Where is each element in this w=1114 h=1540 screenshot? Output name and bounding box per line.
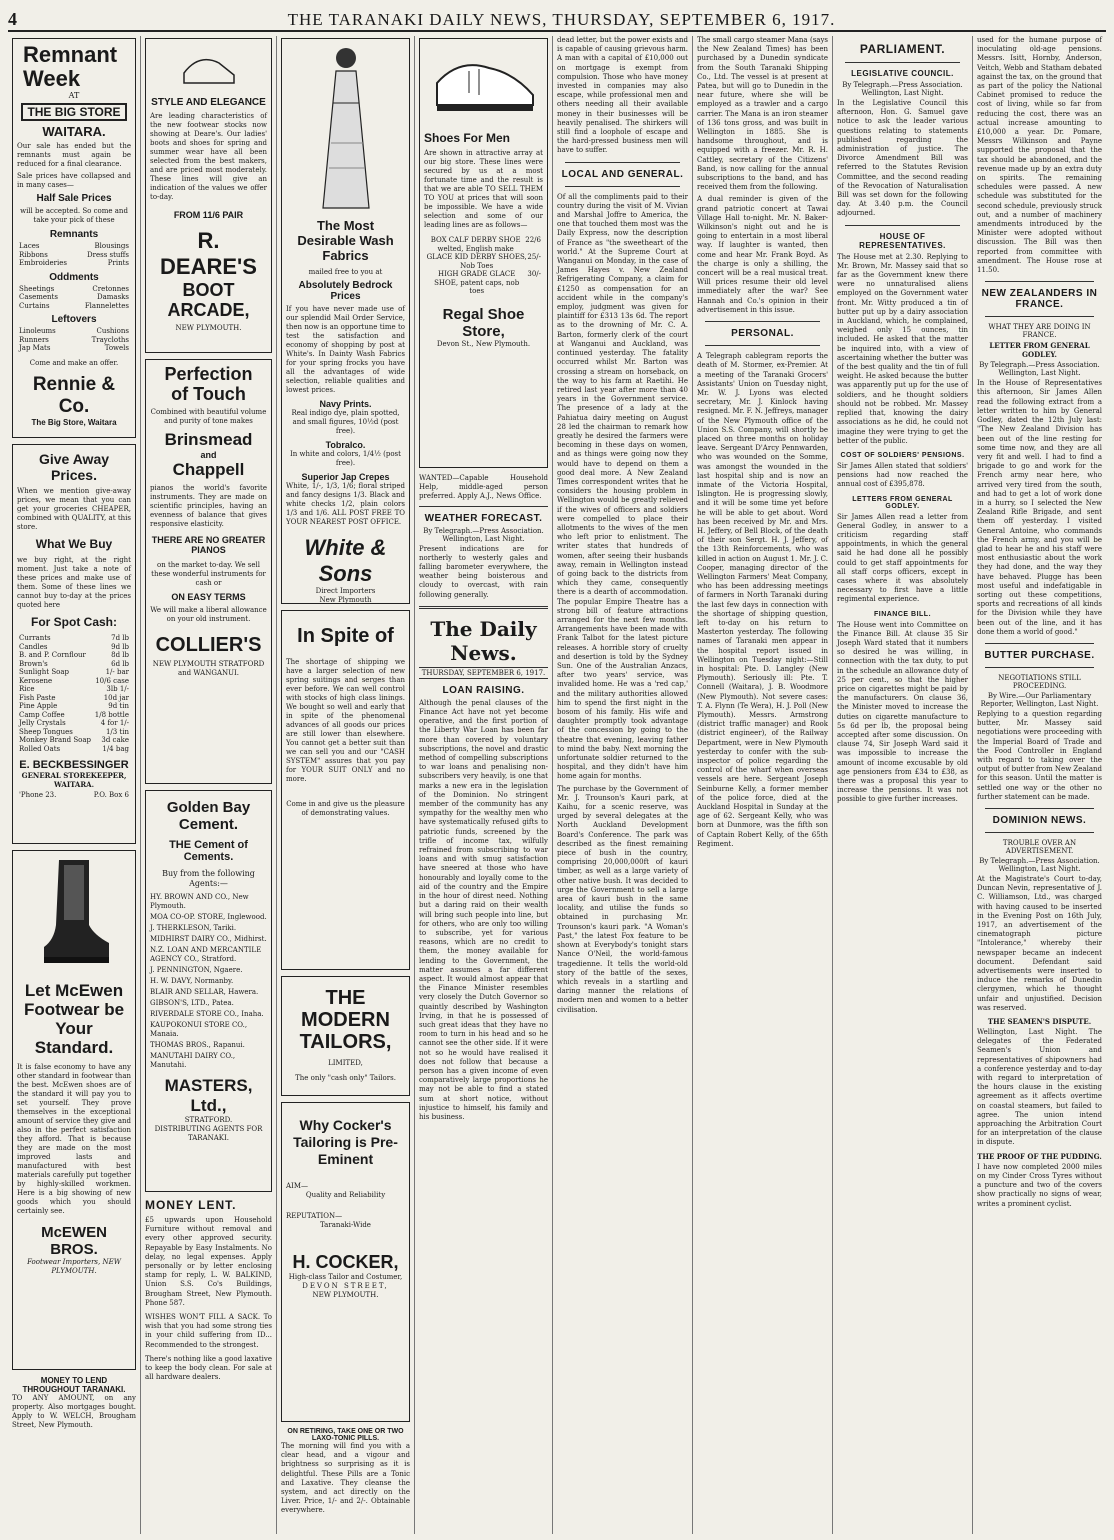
column-7 [833, 36, 973, 1534]
oddment-item-name: Casements [19, 293, 58, 301]
price-item [17, 719, 131, 728]
brinsmead-sub: Combined with beautiful volume and purity of tone makes [150, 408, 267, 425]
price-item-value: 9d lb [111, 642, 129, 651]
aim-label: AIM— [286, 1182, 308, 1190]
giveaway-intro: When we mention give-away prices, we mean that you can get your groceries CHEAPER, combined with QUALITY, at this store. [17, 487, 131, 531]
price-item-value: 7d lb [111, 634, 129, 642]
remnant-item-name: Laces [19, 242, 40, 250]
price-item [17, 694, 131, 703]
agent-item: THOMAS BROS., Rapanui. [150, 1041, 245, 1049]
column-8 [973, 36, 1106, 1534]
mens-shoe-illustration-icon [429, 43, 539, 123]
cocker-tailoring-ad [281, 1102, 410, 1422]
masters-place: STRATFORD. [184, 1116, 233, 1124]
mailed-free: mailed free to you at [308, 268, 383, 276]
mcewen-footwear-ad [12, 850, 136, 1370]
po-box: P.O. Box 6 [93, 791, 129, 799]
weather-byline: By Telegraph.—Press Association. Wellington, Last Night. [423, 526, 544, 543]
jap-crepes-heading: Superior Jap Crepes [301, 472, 390, 482]
pudding-text: I have now completed 2000 miles on my Cinder Cross Tyres without a puncture and two of the covers show practically no signs of wear, writes a prominent cyclist. [977, 1162, 1102, 1208]
butter-sub: NEGOTIATIONS STILL PROCEEDING. [998, 673, 1081, 690]
remnants-heading: Remnants [49, 229, 99, 240]
oddment-item [17, 285, 131, 294]
come-offer-text: Come and make an offer. [29, 358, 119, 367]
column-2 [141, 36, 277, 1534]
price-item [17, 745, 131, 754]
finance-continued: used for the humane purpose of inoculating old-age pensions. Messrs. Isitt, Hornby, Anderson, Veitch, Webb and Statham debated against the tax, on the ground that as part of the policy the National Cabinet promised to reduce the cost of living, while so far from reducing the cost, there was an actual increase amounting to £10,000 a year. Dr. Pomare, Messrs Wilkinson and Payne supported the proposal that the tax should be abandoned, and the revenue made up by an extra duty on spirits. The remaining schedules were passed. A new schedule was substituted for the second schedule, previously struck out, and a number of machinery amendments introduced by the Minister were adopted without discussion. The Bill was then reported from committee with amendment. The House rose at 11.50. [977, 36, 1102, 275]
aim-text: Quality and Reliability [305, 1191, 386, 1199]
leftover-item-name: Jap Mats [19, 344, 51, 352]
council-text: In the Legislative Council this afternoon, Hon. G. Samuel gave notice to ask the leader various questions relating to statements published regarding the administration of justice. The Divorce Amendment Bill was referred to the Statutes Revision Committee, and the second reading of the Revocation of Naturalisation Bill was set down for the following day. At 3.40 p.m. the Council adjourned. [837, 99, 968, 218]
mcewen-sub: Footwear Importers, NEW PLYMOUTH. [27, 1258, 121, 1275]
beckbessinger-place: WAITARA. [53, 780, 95, 789]
remnant-intro: Our sale has ended but the remnants must again be reduced for a final clearance. [17, 142, 131, 168]
boot-illustration-icon [34, 855, 114, 975]
agent-item: MOA CO-OP. STORE, Inglewood. [150, 913, 267, 921]
cocker-place: NEW PLYMOUTH. [312, 1291, 379, 1299]
white-sons-place: New Plymouth [319, 596, 372, 604]
shoe-item-name: GLACE KID DERBY SHOES, Nob Toes [426, 253, 527, 270]
oddment-item-name: Curtains [19, 301, 50, 310]
house-heading: HOUSE OF REPRESENTATIVES. [859, 231, 946, 250]
shoes-text: Are shown in attractive array at our big store. These lines were secured by us at a most fortunate time and the result is that we are able TO SELL THEM TO YOU at prices that will soon be impossible. We have a wide selection and some of our leading lines are as follows— [424, 149, 543, 229]
and-label: and [200, 450, 217, 460]
wash-fabrics-heading: The Most Desirable Wash Fabrics [297, 218, 394, 263]
remnant-item-value: Dress stuffs [87, 250, 129, 259]
leftover-item [17, 327, 131, 336]
cocker-firm: H. COCKER, [292, 1252, 399, 1272]
modern-tailors-ad [281, 976, 410, 1096]
column-5 [553, 36, 693, 1534]
trouble-text: At the Magistrate's Court to-day, Duncan Nevin, representative of J. C. Williamson, Ltd., was charged with having caused to be inserted in the Evening Post on 16th July, 1917, an advertisement of the cinematograph picture "Intolerance," whereby their newspaper became an indecent document. Defendant said advertisements were inserted to induce the remarks of Dunedin clergymen, which he thought unfair and unjustified. Decision was reserved. [977, 875, 1102, 1012]
parliament-heading: PARLIAMENT. [859, 42, 946, 56]
no-greater-pianos: THERE ARE NO GREATER PIANOS [151, 535, 266, 555]
price-item [17, 651, 131, 660]
rennie-sub: The Big Store, Waitara [31, 417, 117, 427]
price-item-value: 3lb 1/- [106, 685, 129, 693]
remnant-item-name: Ribbons [19, 250, 48, 259]
price-item-name: Currants [19, 634, 51, 642]
deare-arcade: BOOT ARCADE, [167, 280, 250, 320]
butter-heading: BUTTER PURCHASE. [984, 649, 1095, 661]
tobralco-heading: Tobralco. [325, 440, 366, 450]
deare-place: NEW PLYMOUTH. [175, 324, 242, 332]
price-item-name: Brown's [19, 659, 48, 668]
agent-item: KAUPOKONUI STORE CO., Manaia. [150, 1021, 248, 1038]
style-elegance-heading: STYLE AND ELEGANCE [151, 97, 266, 108]
market-text: on the market to-day. We sell these wonderful instruments for cash or [151, 561, 266, 587]
masters-role: DISTRIBUTING AGENTS FOR TARANAKI. [154, 1125, 263, 1142]
column-3 [277, 36, 415, 1534]
oddment-item-value: Flannelettes [84, 301, 129, 310]
pudding-heading: THE PROOF OF THE PUDDING. [977, 1151, 1102, 1161]
spot-cash-heading: For Spot Cash: [31, 615, 117, 629]
deare-from-price: FROM 11/6 PAIR [173, 210, 244, 220]
chappell-name: Chappell [172, 460, 245, 479]
remnant-item-value: Blousings [94, 242, 129, 250]
local-general-text: Of all the compliments paid to their country during the visit of M. Vivian and Marshal Joffre to America, the one that touched them most was the Daily Express, now the description of France as "the sweetheart of the world." At the Supreme Court at Wanganui on Monday, in the case of James Hayes v. New Zealand Refrigerating Company, a claim for £1250 as compensation for an accident while in the company's employ, judgment was given for plaintiff for £313 13s 6d. The report as to the drowning of Mr. C. A. Barton, formerly clerk of the court at Wanganui and Auckland, was continued yesterday. The fatality occurred whilst Mr. Barton was crossing a stream on horseback, on the way to his farm at Raetihi. He retired last year after more than 40 years in the Government service. The presence of a lady at the Pahiatua dairy meeting on August 28 led the chairman to remark how greatly he desired the farmers were becoming in these days on women, and as things were going now they would have to depend on them a good deal more. A New Zealand Times correspondent writes that he considers the housing problem in Wellington would be greatly relieved if the wives of officers and soldiers were compelled to place their allotments to the wives of the men who left prior to enlistment. The writer states that hundreds of women, after seeing their husbands away, remain in Wellington instead of going back to the districts from which they came, consequently there is a dearth of accommodation. The popular Empire Theatre has a strong bill of feature attractions arranged for the next few months. Arrangements have been made with Frank Talbot for the latest picture releases. A horrible story of cruelty and desertion is told by the Sydney Sun. One of the Australian Anzacs, after two years' service, was invalided home. He was a 'red cap,' and the military authorities allowed him to spend the first night in the bosom of his family. His wife and daughter promptly took advantage of the concession by going to the theatre that evening, leaving father to mind the baby. Next morning the unfortunate soldier returned to the hospital, and they didn't have him home again for months. [557, 192, 688, 781]
shoe-sketch-icon [179, 43, 239, 93]
bedrock-prices: Absolutely Bedrock Prices [298, 280, 393, 302]
colliers-places: NEW PLYMOUTH STRATFORD and WANGANUI. [152, 660, 265, 677]
deare-boot-ad [145, 38, 272, 353]
column-6 [693, 36, 833, 1534]
white-sons-sub: Direct Importers [315, 587, 376, 595]
oddment-item-value: Damasks [96, 293, 129, 301]
editorial-dateline: THURSDAY, SEPTEMBER 6, 1917. [419, 667, 548, 679]
oddment-item-value: Cretonnes [92, 284, 129, 293]
price-item [17, 711, 131, 720]
agent-item: RIVERDALE STORE CO., Inaha. [150, 1010, 264, 1018]
cocker-sub: High-class Tailor and Costumer, [288, 1273, 403, 1281]
oddment-item-name: Sheetings [19, 284, 55, 293]
price-item-name: Candles [19, 642, 48, 651]
personal-heading: PERSONAL. [731, 328, 794, 340]
golden-bay-heading: Golden Bay Cement. [166, 799, 251, 833]
daily-news-masthead: The Daily News. [430, 616, 537, 665]
remnant-item [17, 259, 131, 268]
finance-bill-heading: FINANCE BILL. [873, 610, 932, 618]
tobralco-text: In white and colors, 1/4½ (post free). [290, 450, 401, 467]
price-item-value: 1/4 bag [102, 744, 129, 753]
agent-item: N.Z. LOAN AND MERCANTILE AGENCY CO., Stratford. [150, 946, 262, 963]
price-item-name: Sunlight Soap [19, 668, 69, 676]
price-item-name: Monkey Brand Soap [19, 736, 91, 744]
loan-raising-text: Although the penal clauses of the Finance Act have not yet become operative, and the first portion of the Liberty War Loan has been far more than covered by voluntary subscriptions, the novel and drastic method of compelling subscriptions to war loans and penalising non-subscribers very heavily, is one that marks a new era in the legislation of the Dominion. No stringent member of the community has any sympathy for the wealthy men who have systematically refused gifts to patriotic funds, screened by the trifle of income tax, wilfully refrained from subscribing to war loans and with smug satisfaction have sneered at those who have honourably and loyally come to the aid of the country and the Empire in the hour of direst need. Nothing but a daring raid on their wealth will bring such people into line, but for others, who are only too willing to subscribe, yet for various reasons, which are no credit to them, the money available for lending to the Government, the matter assumes a far different aspect. It would almost appear that the Finance Minister resembles very closely the Dutch Governor so quaintly described by Washington Irving, in that he is possessed of such great ideas that they have no room to turn in his head and so he cannot see the other side. If it were not so he would have realised it does not follow that because a person has a given income of even comparatively large proportions he may not be able to find a stated sum at short notice, without injustice to himself, his family and his business. [419, 698, 548, 1121]
godley-letters-text: Sir James Allen read a letter from General Godley, in answer to a criticism regarding staff appointments, in which the general said he had done all he possibly could to get staff appointments for all staff corps officers, except in cases where it was absolutely necessary to first have a little regimental experience. [837, 512, 968, 604]
brinsmead-pianos-ad [145, 359, 272, 784]
mcewen-heading: Let McEwen Footwear be Your Standard. [23, 981, 125, 1057]
legislative-council-heading: LEGISLATIVE COUNCIL. [851, 69, 954, 78]
price-item-value: 10d jar [103, 693, 129, 702]
shoe-item-name: HIGH GRADE GLACE SHOE, patent caps, nob toes [434, 270, 520, 295]
price-item [17, 736, 131, 745]
oddments-heading: Oddments [49, 271, 99, 283]
newspaper-title: THE TARANAKI DAILY NEWS, THURSDAY, SEPTEMBER 6, 1917. [287, 10, 836, 29]
liberal-allowance: We will make a liberal allowance on your old instrument. [150, 606, 267, 623]
agent-item: J. PENNINGTON, Ngaere. [150, 966, 243, 974]
cement-of-cements: THE Cement of Cements. [169, 839, 248, 863]
laxative-text: There's nothing like a good laxative to keep the body clean. For sale at all hardware dealers. [145, 1354, 272, 1382]
brinsmead-name: Brinsmead [164, 430, 253, 449]
money-to-lend-text: TO ANY AMOUNT, on any property. Also mortgages bought. Apply to W. WELCH, Brougham Street, New Plymouth. [12, 1394, 136, 1429]
laxo-tonic-ad [281, 1428, 410, 1516]
colliers-firm: COLLIER'S [155, 634, 262, 656]
remnant-heading: Remnant [23, 42, 118, 67]
shoe-item [424, 253, 543, 270]
pensions-heading: COST OF SOLDIERS' PENSIONS. [840, 451, 965, 459]
price-item [17, 685, 131, 694]
price-item [17, 677, 131, 686]
local-general-heading: LOCAL AND GENERAL. [561, 168, 684, 180]
leftover-item-name: Runners [19, 335, 49, 344]
seamen-heading: THE SEAMEN'S DISPUTE. [987, 1017, 1092, 1027]
regal-shoe-ad [419, 38, 548, 468]
price-item-name: Jelly Crystals [19, 719, 66, 727]
price-item-name: Pine Apple [19, 702, 58, 710]
leftover-item-value: Cushions [96, 327, 129, 335]
remnant-item-value: Prints [107, 259, 129, 267]
price-item-value: 8d lb [111, 651, 129, 659]
price-item [17, 728, 131, 737]
give-away-prices-ad [12, 444, 136, 844]
jap-crepes-text: White, 1/-, 1/3, 1/6; floral striped and fancy designs 1/3. Black and white checks 1/2, plain colors 1/3 and 1/6. ALL POST FREE TO YOUR NEAREST POST OFFICE. [286, 482, 405, 526]
mana-steamer-text: The small cargo steamer Mana (says the New Zealand Times) has been purchased by a Dunedin syndicate from the South Taranaki Shipping Co., Ltd. The vessel is at present at Patea, but will go to Dunedin in the near future, where she will be employed as a trawler and a cargo carrier. The Mana is an iron steamer of 136 tons gross, and was built in Wellington in 1885. She is handsome throughout, and is equipped with a freezer. Mr. R. H. Cattley, secretary of the Citizens' Band, is now calling for the annual subscriptions to the band, and has received them from the following. [697, 36, 828, 192]
cash-only-text: The only "cash only" Tailors. [295, 1074, 396, 1082]
in-spite-of-ad [281, 610, 410, 970]
in-spite-text: The shortage of shipping we have a larger selection of new spring suitings and serges than ever before. We can well control with stocks of high class linings. We bought so well and early that in spite of the phenomenal advances of all goods our prices are still lower than elsewhere. You cannot get a better suit than we can sell you and our "CASH SYSTEM" assures that you pay for YOUR SUIT ONLY and no more. [286, 658, 405, 783]
price-item [17, 660, 131, 669]
agent-item: J. THERKLESON, Tariki. [150, 924, 237, 932]
deare-firm: R. DEARE'S [160, 228, 257, 279]
laxo-text: The morning will find you with a clear head, and a vigour and brightness so surprising as it is delightful. These Pills are a Tonic and Laxative. They cleanse the system, and act directly on the Liver. Price, 1/- and 2/-. Obtainable everywhere. [281, 1442, 410, 1515]
masthead [8, 4, 1106, 32]
giveaway-heading: Give Away Prices. [38, 451, 110, 483]
leftover-item-value: Towels [104, 344, 129, 352]
agent-item: H. W. DAVY, Normanby. [150, 977, 234, 985]
loan-raising-heading: LOAN RAISING. [442, 684, 525, 696]
column-4 [415, 36, 553, 1534]
shoe-item-name: BOX CALF DERBY SHOE welted, English make [430, 236, 521, 253]
cocker-heading: Why Cocker's Tailoring is Pre-Eminent [293, 1117, 398, 1167]
leftover-item [17, 344, 131, 353]
price-item-name: Rolled Oats [19, 744, 61, 753]
price-item [17, 634, 131, 643]
navy-prints-text: Real indigo dye, plain spotted, and small figures, 10½d (post free). [291, 409, 400, 435]
personal-text: A Telegraph cablegram reports the death of M. Stormer, ex-Premier. At a meeting of the Taranaki Grocers' Assistants' Union on Tuesday night, Mr. W. J. Lyons was elected secretary, Mr. J. Kinlock having resigned. Mr. F. N. Jeffreys, manager of the New Plymouth office of the Union S.S. Company, will shortly be placed on three months on holiday leave. Sergeant D'Arcy Pennwarden, who was wounded on the Somme, was amongst the wounded in the last hospital ship and is now an inmate of the Victoria Hospital, Islington. He is progressing slowly, and it will be some time yet before he will be able to get about. Word has been received by Mr. and Mrs. H. Jeffery, of Bell Block, of the death of their son Sergt. H. J. Jeffery, of the 13th Reinforcements, who was killed in action on August 1. Mr. J. C. Cooper, managing director of the Wellington Farmers' Meat Company, who has been addressing meetings of farmers in North Taranaki during the last few days in connection with the shortage of shipping question, left to-day on his return to Masterton yesterday. The following names of Taranaki men appear in the hospital report issued in Wellington on Tuesday night:—Still in hospital: Pte. D. Langley (New Plymouth). Seriously ill: Pte. T. Connell (Waitara), J. B. Woodmore (New Plymouth). Not severe cases: T. A. Flynn (Te Wera), H. J. Poll (New Plymouth). Messrs. Armstrong (district traffic manager) and Rook (district engineer), of the Railway Department, were in New Plymouth yesterday to confer with the sub-inspector of police regarding the control of the wharf when overseas vessels are here. Sergeant Joseph Seinburne Kelly, a former member of the police force, died at the Auckland Hospital in Sunday at the age of 62. Sergeant Kelly, who was born at Dunmore, was the fifth son of Captain Robert Kelly, of the 65th Regiment. [697, 352, 828, 848]
mcewen-text: It is false economy to have any other standard in footwear than the best. McEwen shoes are of the standard it will pay you to set yourself. They prove themselves in the exceptional amount of service they give and also in the perfect satisfaction they afford. That is because they are made on the most improved lasts and manufactured with best materials carefully put together by highly-skilled workmen. Here is a big showing of new goods which you should certainly see. [17, 1063, 131, 1215]
perfection-heading: Perfection [164, 364, 253, 384]
local-general-text-2: The purchase by the Government of Mr. J. Trounson's Kauri park, at Kaihu, for a scenic reserve, was urged by several delegates at the North Auckland Development Board's Conference. The park was described as the finest remaining piece of bush in the country, comprising 20,000,000ft of kauri timber, as well as a large variety of other native bush. It was decided to urge the Government to sell a large area of kauri bush in the same locality, and utilise the funds so obtained in purchasing Mr. Trounson's kauri park. "A Woman's Past," the latest Fox feature to be shown at Everybody's tonight stars Nance O'Neil, the world-famous tragedienne. It tells the world-old story of the battle of the sexes, which reveals in a startling and daring manner the relations of modern men and women to a better civilisation. [557, 784, 688, 1014]
butter-byline: By Wire.—Our Parliamentary Reporter, Wellington, Last Night. [980, 691, 1099, 708]
regal-firm: Regal Shoe Store, [442, 305, 525, 340]
half-sale-note: will be accepted. So come and take your pick of these [20, 207, 128, 224]
godley-letters-heading: LETTERS FROM GENERAL GODLEY. [852, 495, 953, 510]
price-item-name: Fish Paste [19, 693, 56, 702]
leftovers-list [17, 327, 131, 353]
half-sale-heading: Half Sale Prices [36, 193, 112, 204]
leftover-item-value: Traycloths [91, 335, 129, 344]
price-item-value: 1/- bar [105, 668, 129, 676]
column-1 [8, 36, 141, 1534]
price-item-value: 3d cake [101, 736, 129, 744]
remnant-item [17, 251, 131, 260]
reputation-text: Taranaki-Wide [320, 1221, 371, 1229]
advertisement-trouble-heading: TROUBLE OVER AN ADVERTISEMENT. [1002, 839, 1077, 855]
shoe-item [424, 236, 543, 253]
what-we-buy-heading: What We Buy [35, 537, 113, 551]
white-text: If you have never made use of our splendid Mail Order Service, then now is an opportune time to test the satisfaction and economy of shopping by post at White's. In Dainty Wash Fabrics for your spring frocks you have all the advantages of wide selection, reliable qualities and lowest prices. [286, 305, 405, 394]
wanted-notice: WANTED—Capable Household Help, middle-aged person preferred. Apply A.J., News Office. [419, 474, 548, 507]
godley-letter-heading: LETTER FROM GENERAL GODLEY. [989, 341, 1090, 360]
butter-text: Replying to a question regarding butter, Mr. Massey said negotiations were proceeding with the Imperial Board of Trade and the Food Controller in England with regard to taking over the output of butter from New Zealand for this season. Until the matter is settled one way or the other no further statement can be made. [977, 709, 1103, 801]
leftover-item [17, 336, 131, 345]
in-spite-heading: In Spite of [297, 625, 394, 647]
shoe-price-list [424, 236, 543, 296]
godley-letter-text: In the House of Representatives this afternoon, Sir James Allen read the following extract from a letter written to him by General Godley, dated the 12th July last: "The New Zealand Division has been out of the line resting for some time now, and they are all very fit and well. I had to find a brigade to go and work for the French army near here, who arrived very tired from the south, and had to get a lot of work done in a hurry, so I selected the New Zealand Rifle Brigade, and sent them off yesterday. I visited General Antoine, who commands the French army, and you will be glad to hear he and his staff were most enthusiastic about the work they had done, and the way they have behaved. Plugge has been most useful and indefatigable in sorting out these competitions, sports and recreations of all kinds for the Division while they have been out of the line, and it has done them a world of good." [977, 379, 1102, 636]
shoes-for-men-heading: Shoes For Men [424, 131, 511, 145]
remnant-item [17, 242, 131, 251]
white-sons-ad [281, 38, 410, 604]
masters-firm: MASTERS, Ltd., [164, 1076, 253, 1115]
price-item-value: 1/3 tin [105, 727, 129, 736]
mcewen-firm: McEWEN BROS. [41, 1224, 107, 1258]
week-heading: Week [23, 66, 81, 91]
deare-text: Are leading characteristics of the new footwear stocks now showing at Deare's. Our ladies' boots and shoes for spring and summer wear have all been selected from the best makers, and are priced most moderately. These lines will give an indication of the values we offer to-day. [150, 112, 267, 201]
beckbessinger-role: GENERAL STOREKEEPER, [21, 771, 127, 780]
at-label: AT [68, 91, 80, 100]
sale-prices-text: Sale prices have collapsed and in many cases— [17, 172, 131, 189]
waitara-heading: WAITARA. [42, 124, 106, 139]
leftover-item-name: Linoleums [19, 327, 56, 335]
cocker-addr: DEVON STREET, [302, 1282, 389, 1290]
price-item-value: 6d lb [111, 659, 129, 668]
shoe-item-value: 22/6 [525, 236, 541, 244]
godley-byline: By Telegraph.—Press Association. Wellington, Last Night. [979, 361, 1100, 378]
nz-in-france-heading: NEW ZEALANDERS IN FRANCE. [981, 288, 1098, 311]
dominion-news-heading: DOMINION NEWS. [992, 815, 1087, 826]
price-item-name: B. and P. Cornflour [19, 651, 86, 659]
oddment-item [17, 293, 131, 302]
weather-heading: WEATHER FORECAST. [424, 512, 543, 524]
nz-in-france-sub: WHAT THEY ARE DOING IN FRANCE. [988, 323, 1091, 340]
navy-prints-heading: Navy Prints. [319, 399, 372, 409]
price-item-name: Kerosene [19, 676, 53, 685]
big-store-box: THE BIG STORE [21, 103, 127, 121]
agents-list [150, 893, 267, 1070]
council-byline: By Telegraph.—Press Association. Wellington, Last Night. [842, 81, 963, 97]
money-to-lend-ad [12, 1376, 136, 1430]
oddments-list [17, 285, 131, 311]
modern-tailors-heading: THE MODERN TAILORS, [299, 987, 392, 1053]
buy-from-agents: Buy from the following Agents:— [162, 869, 255, 888]
oddment-item [17, 302, 131, 311]
rennie-firm: Rennie & Co. [32, 373, 116, 417]
finance-bill-text: The House went into Committee on the Finance Bill. At clause 35 Sir Joseph Ward stated that it numbers so desired he was willing, in connection with the tax duty, to put in the schedule an allowance duty of 25 per cent., so that the higher price on cigarettes might be paid by the manufacturers. On clause 36, the Minister moved to increase the duties on cigarette manufacture to 5s 6d per lb, the proposal being accepted after some discussion. On clause 74, Sir Joseph Ward said it was impossible to increase the amount of income excusable by old age pensioners from £34 to £38, as there was a proposal this year to increase the pensions. It was not possible to give further increases. [837, 620, 968, 804]
price-item [17, 702, 131, 711]
phone-number: 'Phone 23. [19, 791, 57, 799]
house-text: The House met at 2.30. Replying to Mr. Brown, Mr. Massey said that so far as the Government knew there were no unnaturalised aliens employed on the Government water front. Mr. Witty produced a tin of butter put up by a dairy association in Auckland, which, he complained, weighed only 15 ounces, tin included. He asked that the matter be inquired into, with a view of ascertaining whether the butter was of the best quality and the tin of full weight. He asked because the butter was apparently put up for the use of soldiers, and he thought soldiers should not be robbed. Mr. Massey replied that, knowing the dairy associations as he did, he could not imagine they were trying to get the better of the public. [837, 252, 968, 445]
money-to-lend-heading: MONEY TO LEND THROUGHOUT TARANAKI. [22, 1376, 126, 1394]
concert-text: A dual reminder is given of the grand patriotic concert at Tawai Village Hall to-night. Mr. N. Baker-Wilkinson's night out and he is going to entertain in a most liberal way. If laughter is wanted, then come and hear Mr. Frank Boyd. As the charge is only a shilling, the concert will be a real musical treat. Will prices resume their old level immediately after the war? See Hannah and Co.'s opinion in their advertisement in this issue. [697, 195, 828, 314]
seamen-text: Wellington, Last Night. The delegates of the Federated Seamen's Union and representatives of shipowners had a conference yesterday and to-day with regard to interpretation of the hours clause in the existing agreement as it affects overtime on coastal steamers, but failed to agree. The union intend approaching the Arbitration Court for an interpretation of the clause in dispute. [977, 1028, 1102, 1147]
price-item-value: 9d tin [108, 702, 129, 710]
shoe-item-value: 30/- [527, 270, 541, 278]
price-item-value: 1/8 bottle [94, 710, 129, 719]
golden-bay-cement-ad [145, 790, 272, 1192]
trouble-byline: By Telegraph.—Press Association. Wellington, Last Night. [979, 857, 1100, 873]
white-sons-firm: White & Sons [304, 535, 387, 586]
price-item-name: Camp Coffee [19, 710, 65, 719]
what-we-buy-text: we buy right, at the right moment. Just take a note of these prices and make use of them. Some of these lines we cannot buy to-day at the prices quoted here [17, 556, 131, 609]
editorial-continued: dead letter, but the power exists and is capable of causing grievous harm. A man with a capital of £10,000 out on mortgage is exempt from compulsion. Those who have money invested in companies may also escape, while professional men and others needing all their available money in their businesses will be heavily penalised. The shirkers will still find a loophole of escape and the hard-pressed business men will have to suffer. [557, 36, 688, 155]
agent-item: MIDHIRST DAIRY CO., Midhirst. [150, 935, 267, 943]
money-lent-ad [145, 1198, 272, 1382]
price-item-value: 10/6 case [95, 676, 129, 685]
agent-item: MANUTAHI DAIRY CO., Manutahi. [150, 1052, 236, 1069]
easy-terms: ON EASY TERMS [171, 592, 246, 602]
agent-item: BLAIR AND SELLAR, Hawera. [150, 988, 259, 996]
laxo-heading: ON RETIRING, TAKE ONE OR TWO LAXO-TONIC PILLS. [287, 1428, 404, 1442]
price-item-name: Rice [19, 685, 35, 693]
agent-item: GIBSON'S, LTD., Patea. [150, 999, 234, 1007]
remnant-item-name: Embroideries [19, 259, 67, 267]
shoe-item [424, 270, 543, 296]
remnant-week-ad [12, 38, 136, 438]
pensions-text: Sir James Allen stated that soldiers' pensions had now reached the annual cost of £395,878. [837, 461, 968, 489]
beckbessinger-firm: E. BECKBESSINGER [19, 759, 129, 771]
come-in-text: Come in and give us the pleasure of demonstrating values. [286, 800, 405, 817]
of-touch-heading: of Touch [171, 384, 246, 404]
reputation-label: REPUTATION— [286, 1212, 343, 1220]
price-item-name: Sheep Tongues [19, 727, 73, 736]
price-item [17, 668, 131, 677]
lady-figure-illustration-icon [311, 43, 381, 213]
regal-addr: Devon St., New Plymouth. [436, 339, 531, 348]
pianos-text: pianos the world's favorite instruments. They are made on scientific principles, having an evenness of balance that gives responsive elasticity. [150, 484, 267, 528]
giveaway-price-list [17, 634, 131, 753]
limited-label: LIMITED, [328, 1059, 363, 1067]
price-item [17, 643, 131, 652]
wishes-text: WISHES WON'T FILL A SACK. To wish that you had some strong ties in your child suffering from ID... Recommended to the strongest. [145, 1313, 272, 1349]
agent-item: HY. BROWN AND CO., New Plymouth. [150, 893, 249, 910]
remnants-list [17, 242, 131, 268]
weather-text: Present indications are for northerly to westerly gales and falling barometer everywhere, the weather being boisterous and cloudy to overcast, with rain following generally. [419, 544, 548, 599]
price-item-value: 4 for 1/- [100, 719, 129, 727]
page-number: 4 [8, 9, 17, 29]
money-lent-text: £5 upwards upon Household Furniture without removal and every other approved security. Repayable by Easy Instalments. No delay, no legal expenses. Apply personally or by letter enclosing stamp for reply, L. W. BALKIND, Union S.S. Co's Buildings, Brougham Street, New Plymouth. Phone 587. [145, 1216, 272, 1307]
shoe-item-value: 25/- [527, 253, 541, 261]
money-lent-heading: MONEY LENT. [145, 1198, 237, 1212]
leftovers-heading: Leftovers [51, 314, 97, 325]
